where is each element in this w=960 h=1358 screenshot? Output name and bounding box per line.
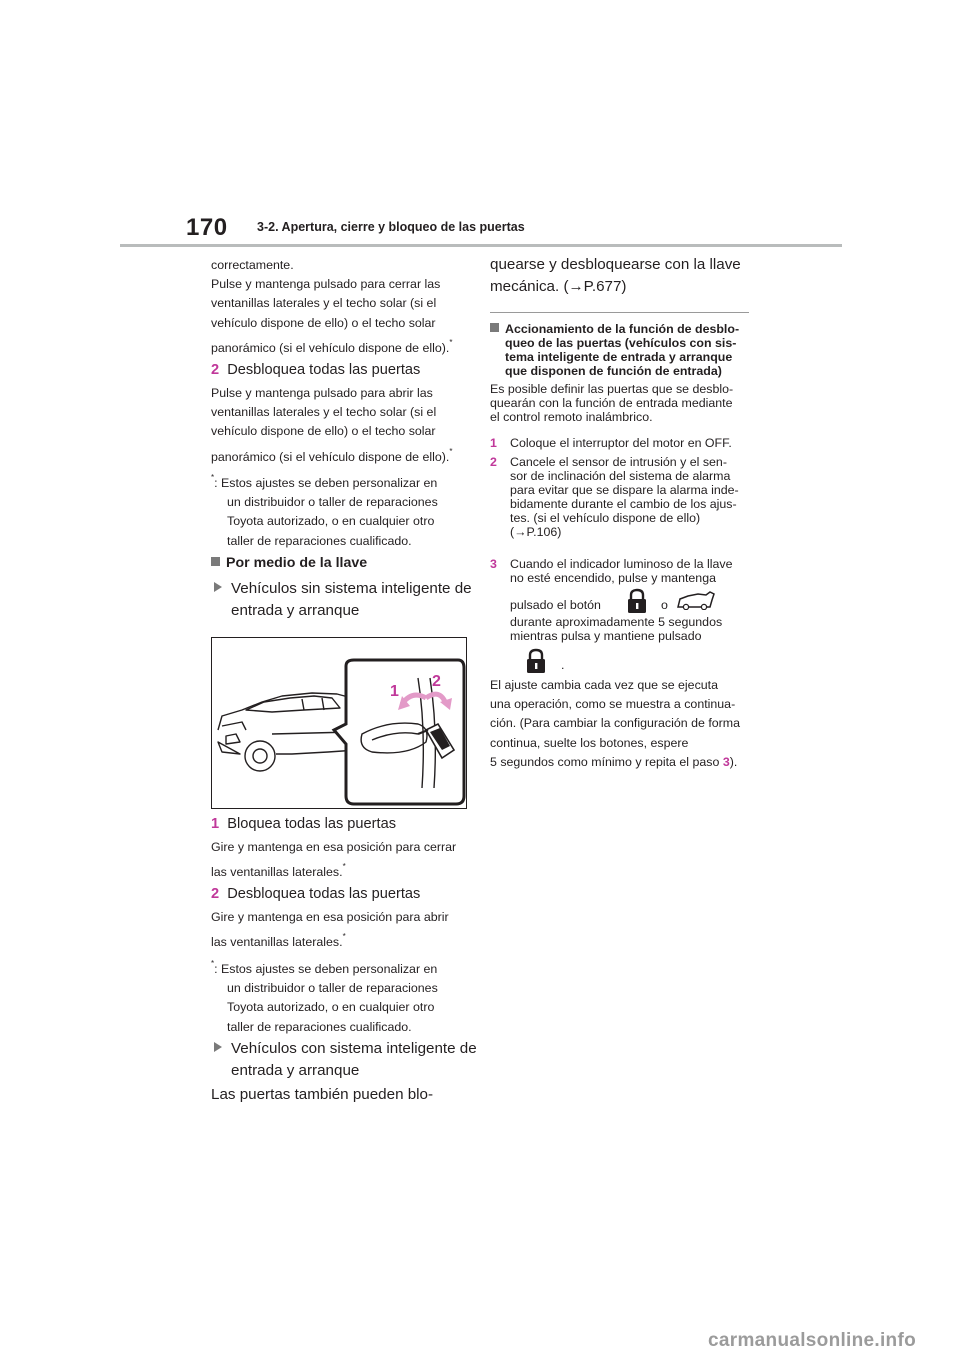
figure-label-2: 2 [432,673,441,690]
entry-function-heading: Accionamiento de la función de desblo- queo de las puertas (vehículos con sis- tema inteligente de entrada y arranque que disponen de función de entrada) [490,322,752,378]
entry-function-intro: Es posible definir las puertas que se desblo- quearán con la función de entrada mediante el control remoto inalámbrico. [490,382,734,424]
subheading-with-smart-entry: Vehículos con sistema inteligente de entrada y arranque [214,1038,477,1082]
step2-paragraph: Pulse y mantenga pulsado para abrir las ventanillas laterales y el techo solar (si el vehículo dispone de ello) o el techo solar panorámico (si el vehículo dispone de ello).* [211,386,453,464]
watermark: carmanualsonline.info [708,1330,916,1351]
footnote-2: *: Estos ajustes se deben personalizar en un distribuidor o taller de reparaciones Toyota autorizado, o en cualquier otro taller de reparaciones cualificado. [211,959,438,1034]
square-bullet-icon [490,323,499,332]
right-step3: 3 Cuando el indicador luminoso de la llave no esté encendido, pulse y mantenga [490,557,733,585]
fig-step2-paragraph: Gire y mantenga en esa posición para abrir las ventanillas laterales.* [211,910,449,950]
triangle-bullet-icon [214,1042,222,1052]
header-rule [120,244,842,247]
step3-button-line: pulsado el botón [510,598,601,612]
intro-paragraph: correctamente. Pulse y mantenga pulsado para cerrar las ventanillas laterales y el techo solar (si el vehículo dispone de ello) o el techo solar panorámico (si el vehículo dispone de ello).* [211,258,453,355]
lock-button-icon [626,588,648,614]
right-outro: El ajuste cambia cada vez que se ejecuta una operación, como se muestra a continua- ción. (Para cambiar la configuración de forma continua, suelte los botones, espere 5 segundos como mínimo y repita el paso 3). [490,678,740,769]
car-door-key-illustration [212,638,466,808]
key-door-figure [211,637,467,809]
right-continuation: quearse y desbloquearse con la llave mecánica. (→P.677) [490,256,741,295]
fig-step1-paragraph: Gire y mantenga en esa posición para cerrar las ventanillas laterales.* [211,840,457,880]
triangle-bullet-icon [214,582,222,592]
step2-heading: 2 Desbloquea todas las puertas [211,362,421,378]
page-number: 170 [186,214,228,241]
step3-continued: durante aproximadamente 5 segundos mientras pulsa y mantiene pulsado [510,615,723,643]
square-bullet-icon [211,557,220,566]
left-last-line: Las puertas también pueden blo- [211,1086,434,1103]
subheading-without-smart-entry: Vehículos sin sistema inteligente de entrada y arranque [214,578,472,622]
footnote-1: *: Estos ajustes se deben personalizar en un distribuidor o taller de reparaciones Toyota autorizado, o en cualquier otro taller de reparaciones cualificado. [211,473,438,548]
key-heading: Por medio de la llave [211,555,367,571]
step3-end: . [561,658,565,672]
lock-button-icon-2 [525,648,547,674]
section-divider [490,312,749,313]
back-door-button-icon [676,590,716,610]
right-step2: 2 Cancele el sensor de intrusión y el sen- sor de inclinación del sistema de alarma para evitar que se dispare la alarma inde- bidamente durante el cambio de los ajus- tes. (si el vehículo dispone de ello) (→P.106) [490,455,739,539]
figure-label-1: 1 [390,683,399,700]
section-title: 3-2. Apertura, cierre y bloqueo de las puertas [257,220,525,234]
zoom-inset [334,660,464,804]
fig-step1-heading: 1 Bloquea todas las puertas [211,816,396,832]
fig-step2-heading: 2 Desbloquea todas las puertas [211,886,421,902]
right-step1: 1 Coloque el interruptor del motor en OFF. [490,436,732,450]
step3-or: o [661,598,668,612]
